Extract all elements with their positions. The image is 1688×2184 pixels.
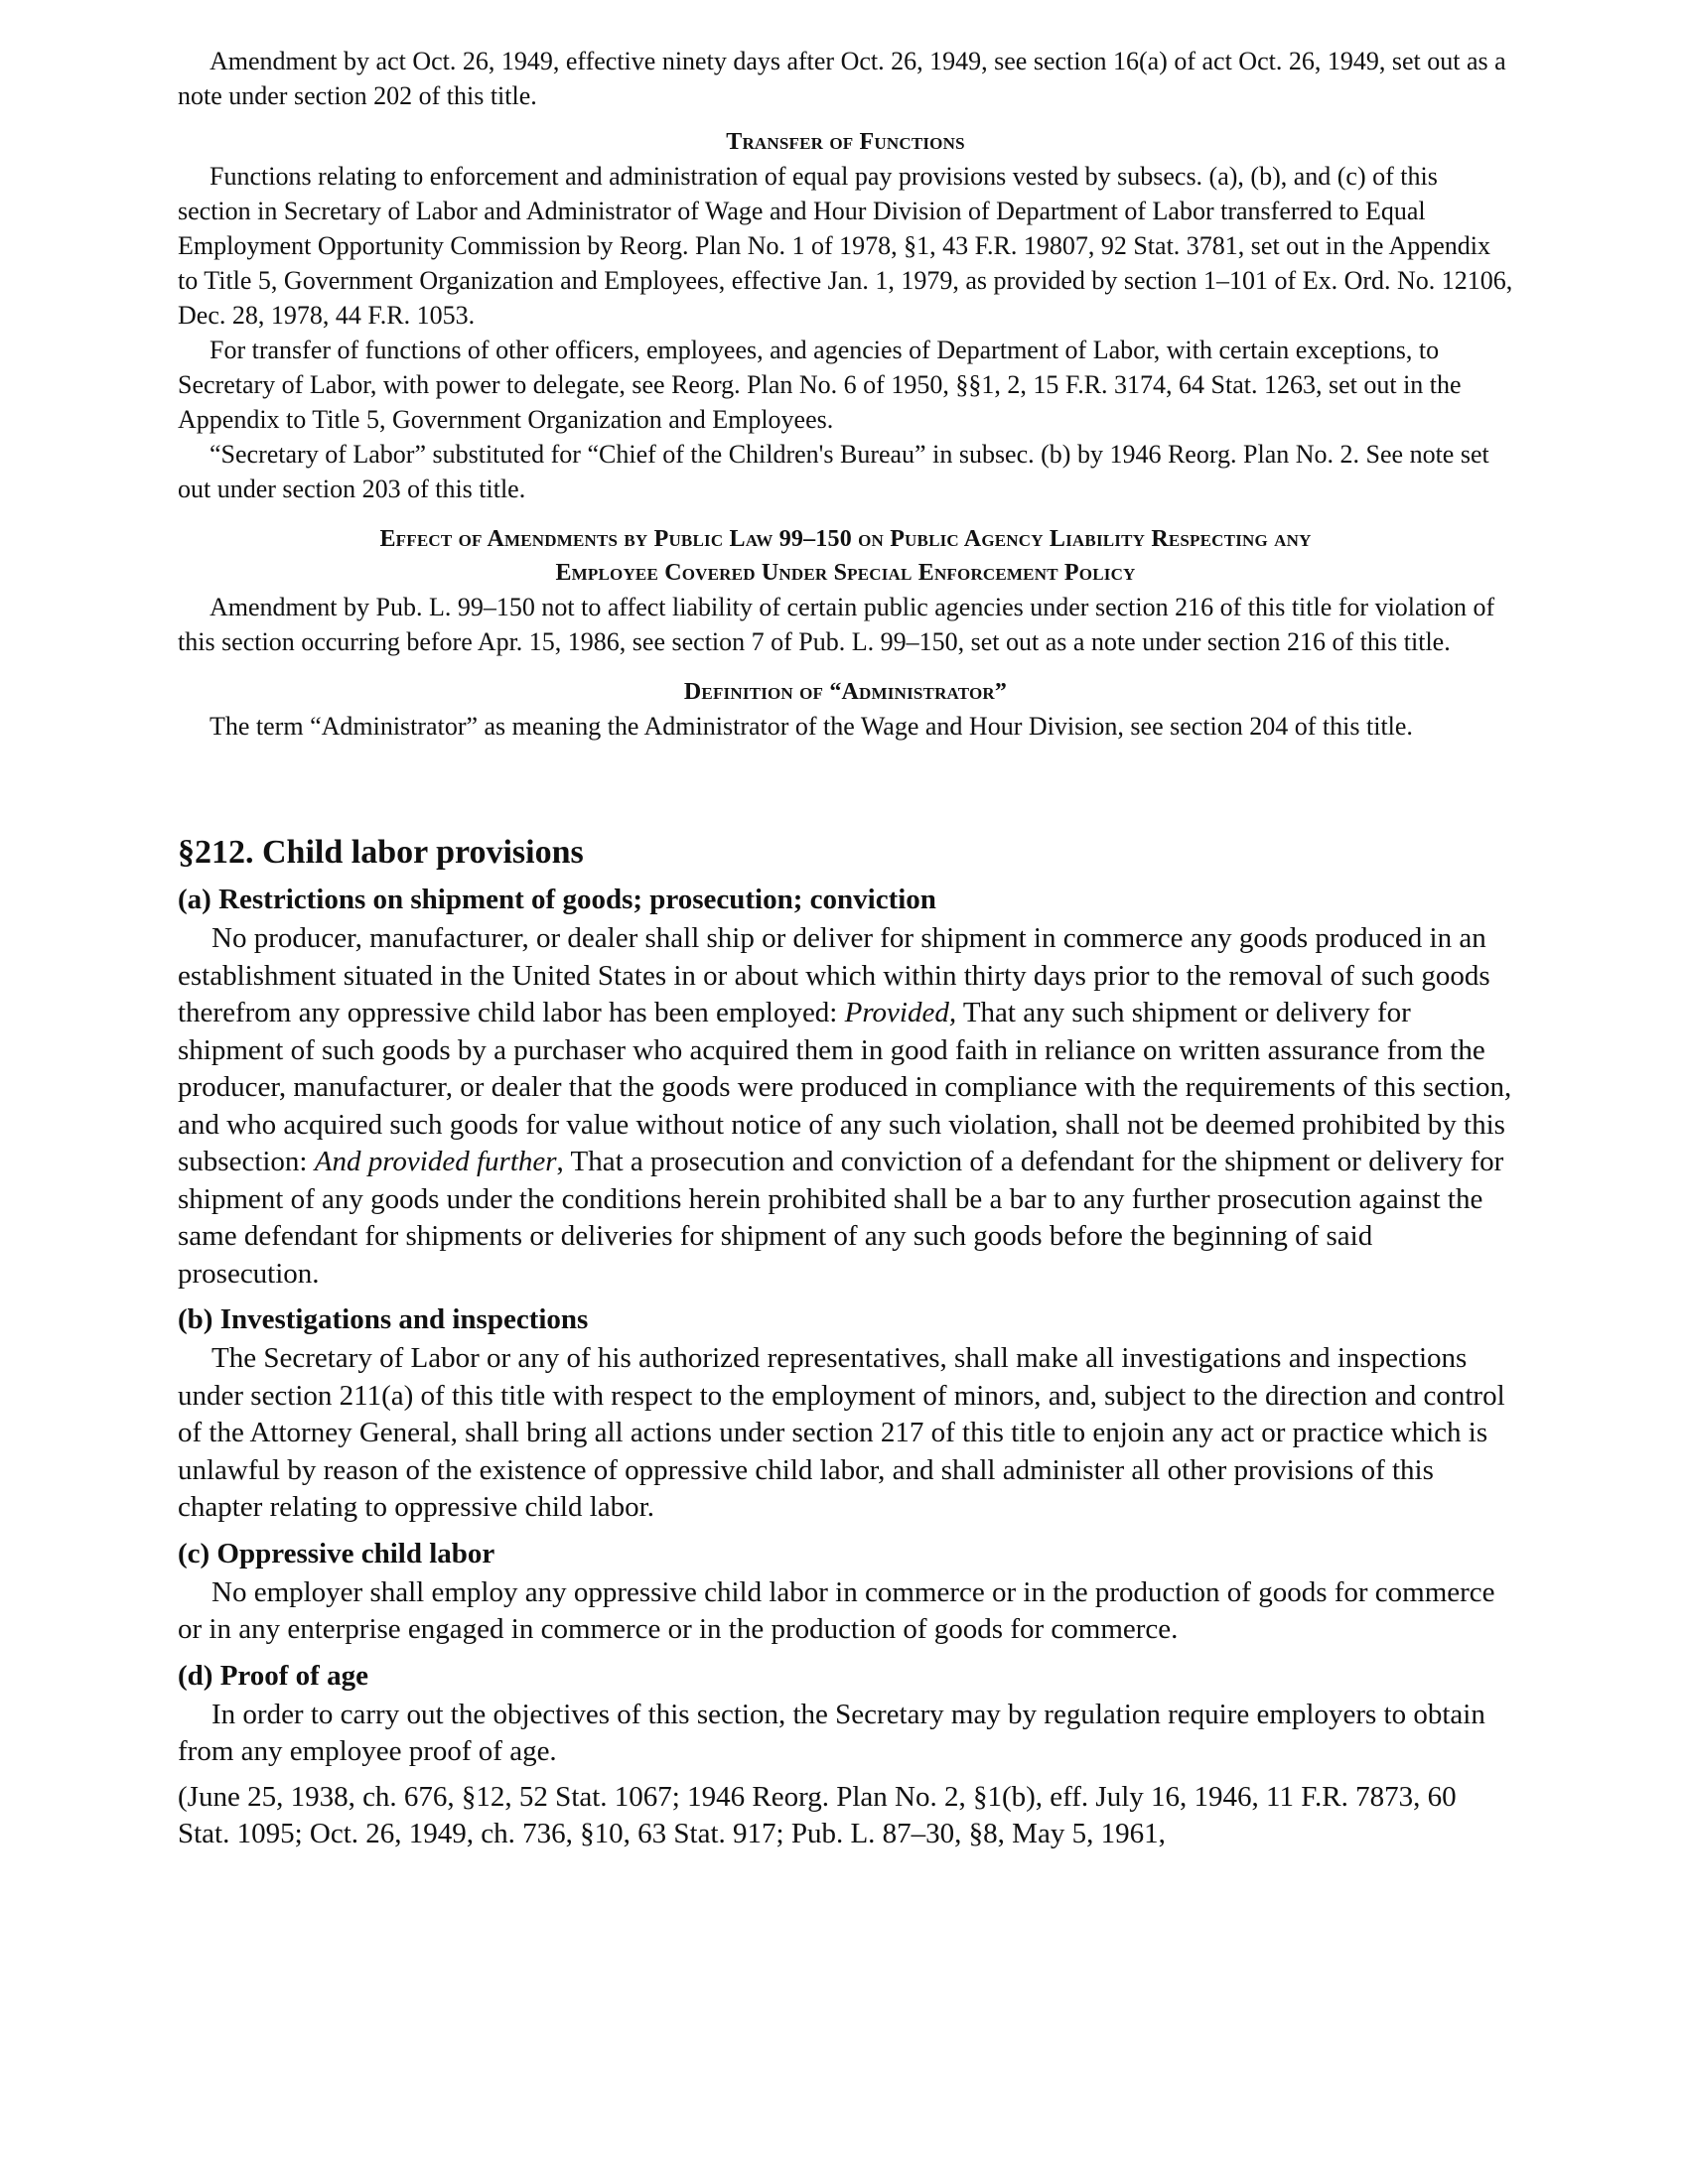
subsection-a-heading: (a) Restrictions on shipment of goods; prosecution; conviction [178,884,936,915]
subsection-c [178,1535,1513,1649]
section-title: §212. Child labor provisions [178,834,584,871]
subsection-a-text-part-3: , That a prosecution and conviction of a defendant for the shipment or delivery for shipment of any goods under the conditions herein prohibited shall be a bar to any further prosecution against the same defendant for shipments or deliveries for shipment of any such goods before the beginning of said prosecution. [178,1146,1504,1290]
source-citation: (June 25, 1938, ch. 676, §12, 52 Stat. 1067; 1946 Reorg. Plan No. 2, §1(b), eff. July 16, 1946, 11 F.R. 7873, 60 Stat. 1095; Oct. 26, 1949, ch. 736, §10, 63 Stat. 917; Pub. L. 87–30, §8, May 5, 1961, [178,1780,1457,1849]
effect-of-amendments-note [178,522,1513,659]
transfer-paragraph-3: “Secretary of Labor” substituted for “Chief of the Children's Bureau” in subsec. (b) by 1946 Reorg. Plan No. 2. See note set out under section 203 of this title. [178,440,1489,503]
transfer-heading: Transfer of Functions [726,129,965,155]
subsection-d-heading: (d) Proof of age [178,1659,368,1692]
effect-paragraph: Amendment by Pub. L. 99–150 not to affect liability of certain public agencies under section 216 of this title for violation of this section occurring before Apr. 15, 1986, see section 7 of Pub. L. 99–150, set out as a note under section 216 of this title. [178,593,1495,656]
subsection-b [178,1300,1513,1527]
transfer-paragraph-2: For transfer of functions of other officers, employees, and agencies of Department of Labor, with certain exceptions, to Secretary of Labor, with power to delegate, see Reorg. Plan No. 6 of 1950, §§1, 2, 15 F.R. 3174, 64 Stat. 1263, set out in the Appendix to Title 5, Government Organization and Employees. [178,336,1462,434]
section-212 [178,831,1513,1853]
subsection-d-text: In order to carry out the objectives of this section, the Secretary may by regulation require employers to obtain from any employee proof of age. [178,1698,1485,1767]
page-content [178,40,1513,1853]
provided-italic: Provided, [844,997,957,1028]
transfer-paragraph-1: Functions relating to enforcement and administration of equal pay provisions vested by subsecs. (a), (b), and (c) of this section in Secretary of Labor and Administrator of Wage and Hour Division of Department of Labor transferred to Equal Employment Opportunity Commission by Reorg. Plan No. 1 of 1978, §1, 43 F.R. 19807, 92 Stat. 3781, set out in the Appendix to Title 5, Government Organization and Employees, effective Jan. 1, 1979, as provided by section 1–101 of Ex. Ord. No. 12106, Dec. 28, 1978, 44 F.R. 1053. [178,162,1513,330]
definition-note [178,675,1513,744]
provided-further-italic: And provided further [314,1146,557,1177]
subsection-b-text: The Secretary of Labor or any of his authorized representatives, shall make all investigations and inspections under section 211(a) of this title with respect to the employment of minors, and, subject to the direction and control of the Attorney General, shall bring all actions under section 217 of this title to enjoin any act or practice which is unlawful by reason of the existence of oppressive child labor, and shall administer all other provisions of this chapter relating to oppressive child labor. [178,1342,1505,1523]
subsection-a-text-part-1: No producer, manufacturer, or dealer shall ship or deliver for shipment in commerce any goods produced in an establishment situated in the United States in or about which within thirty days prior to the removal of such goods therefrom any oppressive child labor has been employed: [178,922,1490,1028]
subsection-d [178,1657,1513,1771]
subsection-b-heading: (b) Investigations and inspections [178,1303,589,1335]
definition-heading: Definition of “Administrator” [683,679,1008,705]
subsection-a-text [178,920,1513,1293]
effect-heading-line-2: Employee Covered Under Special Enforcement Policy [555,560,1136,586]
definition-paragraph: The term “Administrator” as meaning the Administrator of the Wage and Hour Division, see section 204 of this title. [210,712,1413,741]
subsection-c-heading: (c) Oppressive child labor [178,1537,495,1570]
subsection-c-text: No employer shall employ any oppressive child labor in commerce or in the production of goods for commerce or in any enterprise engaged in commerce or in the production of goods for commerce. [178,1575,1495,1645]
subsection-a [178,881,1513,1293]
intro-note: Amendment by act Oct. 26, 1949, effective ninety days after Oct. 26, 1949, see section 16(a) of act Oct. 26, 1949, set out as a note under section 202 of this title. [178,47,1506,110]
transfer-of-functions-note [178,125,1513,506]
effect-heading-line-1: Effect of Amendments by Public Law 99–150 on Public Agency Liability Respecting any [379,526,1312,552]
subsection-a-text-part-2: That any such shipment or delivery for shipment of such goods by a purchaser who acquired them in good faith in reliance on written assurance from the producer, manufacturer, or dealer that the goods were produced in compliance with the requirements of this section, and who acquired such goods for value without notice of any such violation, shall not be deemed prohibited by this subsection: [178,997,1512,1177]
